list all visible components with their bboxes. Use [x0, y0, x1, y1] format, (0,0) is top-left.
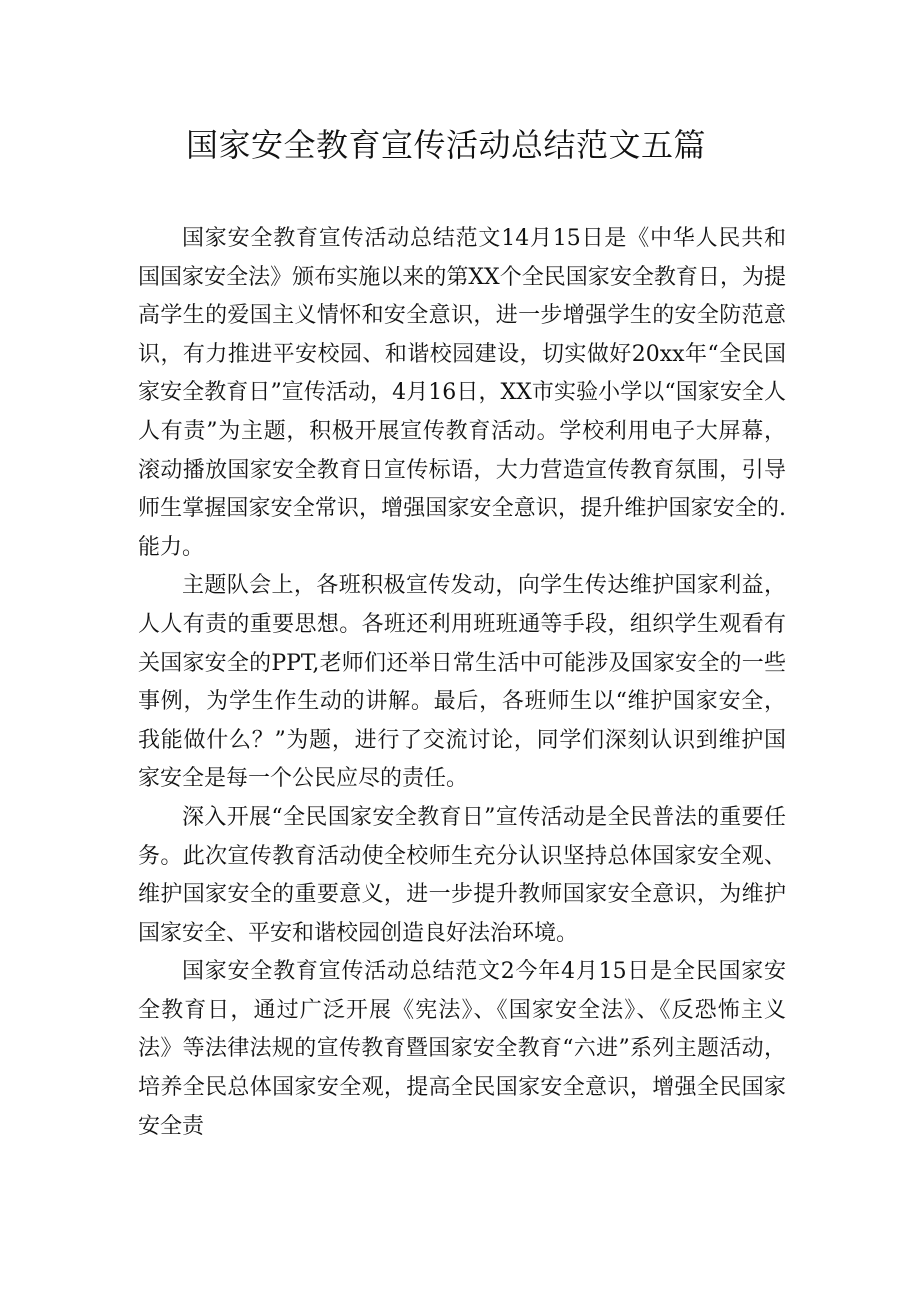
- document-title: 国家安全教育宣传活动总结范文五篇: [186, 126, 707, 164]
- body-paragraph-4: 国家安全教育宣传活动总结范文2今年4月15日是全民国家安全教育日，通过广泛开展《宪法》、《国家安全法》、《反恐怖主义法》等法律法规的宣传教育暨国家安全教育“六进”系列主题活动，培养全民总体国家安全观，提高全民国家安全意识，增强全民国家安全责: [138, 959, 786, 1139]
- body-paragraph-1: 国家安全教育宣传活动总结范文14月15日是《中华人民共和国国家安全法》颁布实施以来的第XX个全民国家安全教育日，为提高学生的爱国主义情怀和安全意识，进一步增强学生的安全防范意识，有力推进平安校园、和谐校园建设，切实做好20xx年“全民国家安全教育日”宣传活动，4月16日，XX市实验小学以“国家安全人人有责”为主题，积极开展宣传教育活动。学校利用电子大屏幕，滚动播放国家安全教育日宣传标语，大力营造宣传教育氛围，引导师生掌握国家安全常识，增强国家安全意识，提升维护国家安全的.能力。: [138, 226, 786, 560]
- body-paragraph-2: 主题队会上，各班积极宣传发动，向学生传达维护国家利益，人人有责的重要思想。各班还利用班班通等手段，组织学生观看有关国家安全的PPT,老师们还举日常生活中可能涉及国家安全的一些事例，为学生作生动的讲解。最后，各班师生以“维护国家安全，我能做什么？”为题，进行了交流讨论，同学们深刻认识到维护国家安全是每一个公民应尽的责任。: [138, 573, 786, 792]
- document-body: [138, 220, 786, 1146]
- body-paragraph-3: 深入开展“全民国家安全教育日”宣传活动是全民普法的重要任务。此次宣传教育活动使全校师生充分认识坚持总体国家安全观、维护国家安全的重要意义，进一步提升教师国家安全意识，为维护国家安全、平安和谐校园创造良好法治环境。: [138, 804, 786, 946]
